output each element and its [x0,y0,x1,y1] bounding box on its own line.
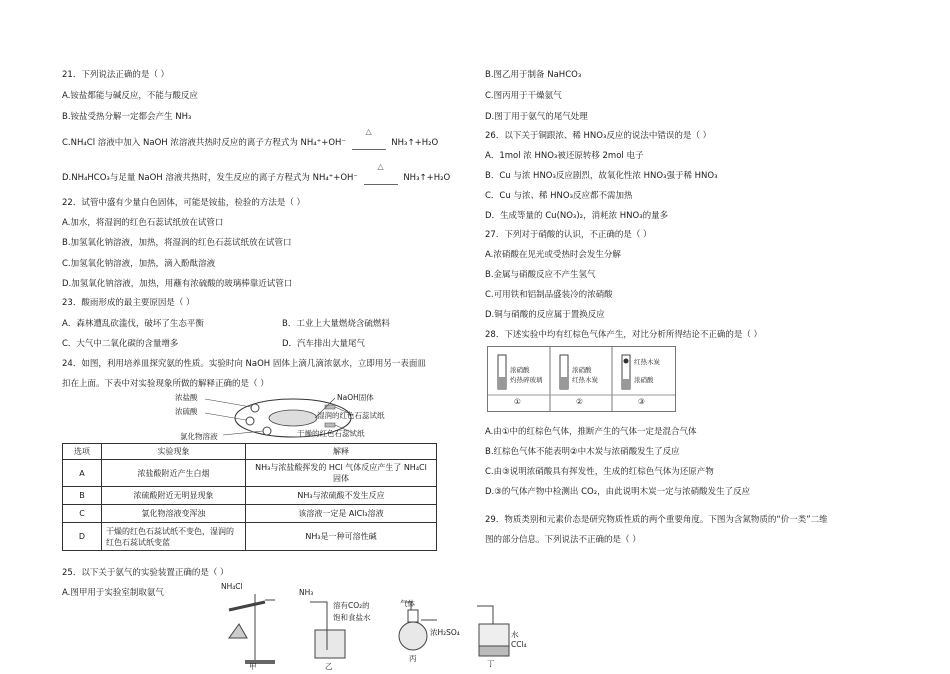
table-header-cell: 解释 [246,444,437,460]
heat-arrow [352,127,386,150]
q24-stem-line1: 24．如图，利用培养皿探究氨的性质。实验时向 NaOH 固体上滴几滴浓氨水，立即用另一表面皿 [62,359,426,369]
q28-option-c: C.由③说明浓硝酸具有挥发性，生成的红棕色气体为还原产物 [485,467,714,477]
table-row [63,505,437,523]
q25-stem: 25．以下关于氨气的实验装置正确的是（ ） [62,568,229,578]
q28-option-a: A.由①中的红棕色气体，推断产生的气体一定是混合气体 [485,427,697,437]
label-h2so4: 浓H₂SO₄ [430,628,460,637]
q27-option-a: A.浓硝酸在见光或受热时会发生分解 [485,250,621,260]
table-header-cell: 选项 [63,444,102,460]
label-fig-yi: 乙 [325,662,333,671]
label-exp-2: ② [576,397,583,406]
label-water: 水 [511,630,519,639]
label-hno3-3: 浓硝酸 [634,376,654,384]
table-cell: 该溶液一定是 AlCl₃溶液 [246,505,437,523]
q24-stem-line2: 扣在上面。下表中对实验现象所做的解释正确的是（ ） [62,379,269,389]
q21-option-c [62,127,439,150]
q29-stem-line2: 图的部分信息。下列说法不正确的是（ ） [485,535,641,545]
table-cell: NH₃与浓盐酸挥发的 HCl 气体反应产生了 NH₄Cl 固体 [246,460,437,487]
label-fig-bing: 丙 [409,654,417,663]
label-naoh: NaOH固体 [337,393,374,402]
q21-option-d-lhs: D.NH₄HCO₃与足量 NaOH 溶液共热时，发生反应的离子方程式为 NH₄⁺+OH⁻ [62,173,358,183]
label-gas: 气体 [400,599,415,608]
q27-option-b: B.金属与硝酸反应不产生氢气 [485,270,596,280]
table-cell: NH₃是一种可溶性碱 [246,523,437,551]
label-charcoal-3: 红热木炭 [634,358,660,366]
label-fig-ding: 丁 [487,659,495,668]
apparatus-drawing [215,580,545,671]
table-cell: C [63,505,102,523]
q22-option-b: B.加氢氧化钠溶液，加热，将湿润的红色石蕊试纸放在试管口 [62,238,292,248]
label-chloride: 氯化物溶液 [180,432,218,441]
q23-stem: 23．酸雨形成的最主要原因是（ ） [62,298,195,308]
label-dry-litmus: 干燥的红色石蕊试纸 [297,429,365,438]
label-hcl: 浓盐酸 [175,393,198,402]
table-header-cell: 实验现象 [102,444,246,460]
table-cell: D [63,523,102,551]
table-cell: B [63,487,102,505]
table-row [63,460,437,487]
q21-option-d [62,162,451,185]
table-cell: A [63,460,102,487]
q21-option-c-lhs: C.NH₄Cl 溶液中加入 NaOH 浓溶液共热时反应的离子方程式为 NH₄⁺+OH⁻ [62,138,346,148]
heat-symbol: △ [365,127,372,136]
q26-option-d: D．生成等量的 Cu(NO₃)₂，消耗浓 HNO₃的量多 [485,211,669,221]
q25-option-a: A.图甲用于实验室制取氨气 [62,588,164,598]
q26-option-c: C．Cu 与浓、稀 HNO₃反应都不需加热 [485,191,633,201]
q23-option-c: C．大气中二氧化碳的含量增多 [62,339,179,349]
label-exp-1: ① [514,397,521,406]
label-ccl4: CCl₄ [511,640,527,649]
q22-option-a: A.加水，将湿润的红色石蕊试纸放在试管口 [62,218,224,228]
q28-option-b: B.红棕色气体不能表明②中木炭与浓硝酸发生了反应 [485,447,680,457]
q21-option-a: A.铵盐都能与碱反应，不能与酸反应 [62,91,198,101]
label-nh4cl: NH₄Cl [221,582,243,591]
label-h2so4: 浓硫酸 [175,407,198,416]
q29-stem-line1: 29．物质类别和元素价态是研究物质性质的两个重要角度。下图为含氮物质的“价一类”二维 [485,515,828,525]
label-wet-litmus: 湿润的红色石蕊试纸 [317,411,385,420]
label-co2-solution: 溶有CO₂的 [333,601,370,610]
q24-table [62,443,437,551]
q21-option-d-rhs: NH₃↑+H₂O [403,173,451,183]
label-saturated-brine: 饱和食盐水 [333,613,371,622]
q27-option-d: D.铜与硝酸的反应属于置换反应 [485,310,605,320]
label-nh3: NH₃ [299,588,314,597]
q23-option-a: A．森林遭乱砍滥伐，破坏了生态平衡 [62,319,204,329]
q25-option-c: C.图丙用于干燥氨气 [485,91,562,101]
table-cell: 浓盐酸附近产生白烟 [102,460,246,487]
table-cell: NH₃与浓硫酸不发生反应 [246,487,437,505]
q23-option-d: D．汽车排出大量尾气 [282,339,366,349]
q27-option-c: C.可用铁和铝制品盛装冷的浓硝酸 [485,290,613,300]
q28-option-d: D.③的气体产物中检测出 CO₂，由此说明木炭一定与浓硝酸发生了反应 [485,487,751,497]
q21-option-c-rhs: NH₃↑+H₂O [391,138,439,148]
q21-option-b: B.铵盐受热分解一定都会产生 NH₃ [62,112,192,122]
table-cell: 干燥的红色石蕊试纸不变色，湿润的红色石蕊试纸变蓝 [102,523,246,551]
table-row [63,523,437,551]
table-cell: 氯化物溶液变浑浊 [102,505,246,523]
label-exp-3: ③ [638,397,645,406]
q26-option-a: A．1mol 浓 HNO₃被还原转移 2mol 电子 [485,151,644,161]
label-fig-jia: 甲 [249,662,257,671]
q26-stem: 26．以下关于铜跟浓、稀 HNO₃反应的说法中错误的是（ ） [485,131,712,141]
q25-option-d: D.图丁用于氨气的尾气处理 [485,112,588,122]
label-charcoal-2: 红热木炭 [572,376,598,384]
q23-option-b: B．工业上大量燃烧含硫燃料 [282,319,390,329]
q22-option-d: D.加氢氧化钠溶液，加热，用蘸有浓硫酸的玻璃棒靠近试管口 [62,279,293,289]
label-hot-glass: 灼热碎玻璃 [510,376,543,384]
nitric-acid-figure [487,346,676,412]
heat-arrow [364,162,398,185]
table-header-row [63,444,437,460]
petri-dish-figure [175,393,395,443]
q27-stem: 27．下列对于硝酸的认识，不正确的是（ ） [485,230,652,240]
table-cell: 浓硫酸附近无明显现象 [102,487,246,505]
label-hno3-2: 浓硝酸 [572,366,592,374]
apparatus-figure [215,580,545,671]
label-hno3-1: 浓硝酸 [510,366,530,374]
q26-option-b: B．Cu 与浓 HNO₃反应剧烈，故氧化性浓 HNO₃强于稀 HNO₃ [485,171,718,181]
q28-stem: 28．下述实验中均有红棕色气体产生，对比分析所得结论不正确的是（ ） [485,330,763,340]
q22-stem: 22．试管中盛有少量白色固体，可能是铵盐，检验的方法是（ ） [62,198,306,208]
q25-option-b: B.图乙用于制备 NaHCO₃ [485,70,582,80]
heat-symbol: △ [377,162,384,171]
table-row [63,487,437,505]
q22-option-c: C.加氢氧化钠溶液，加热，滴入酚酞溶液 [62,259,216,269]
q21-stem: 21．下列说法正确的是（ ） [62,70,170,80]
